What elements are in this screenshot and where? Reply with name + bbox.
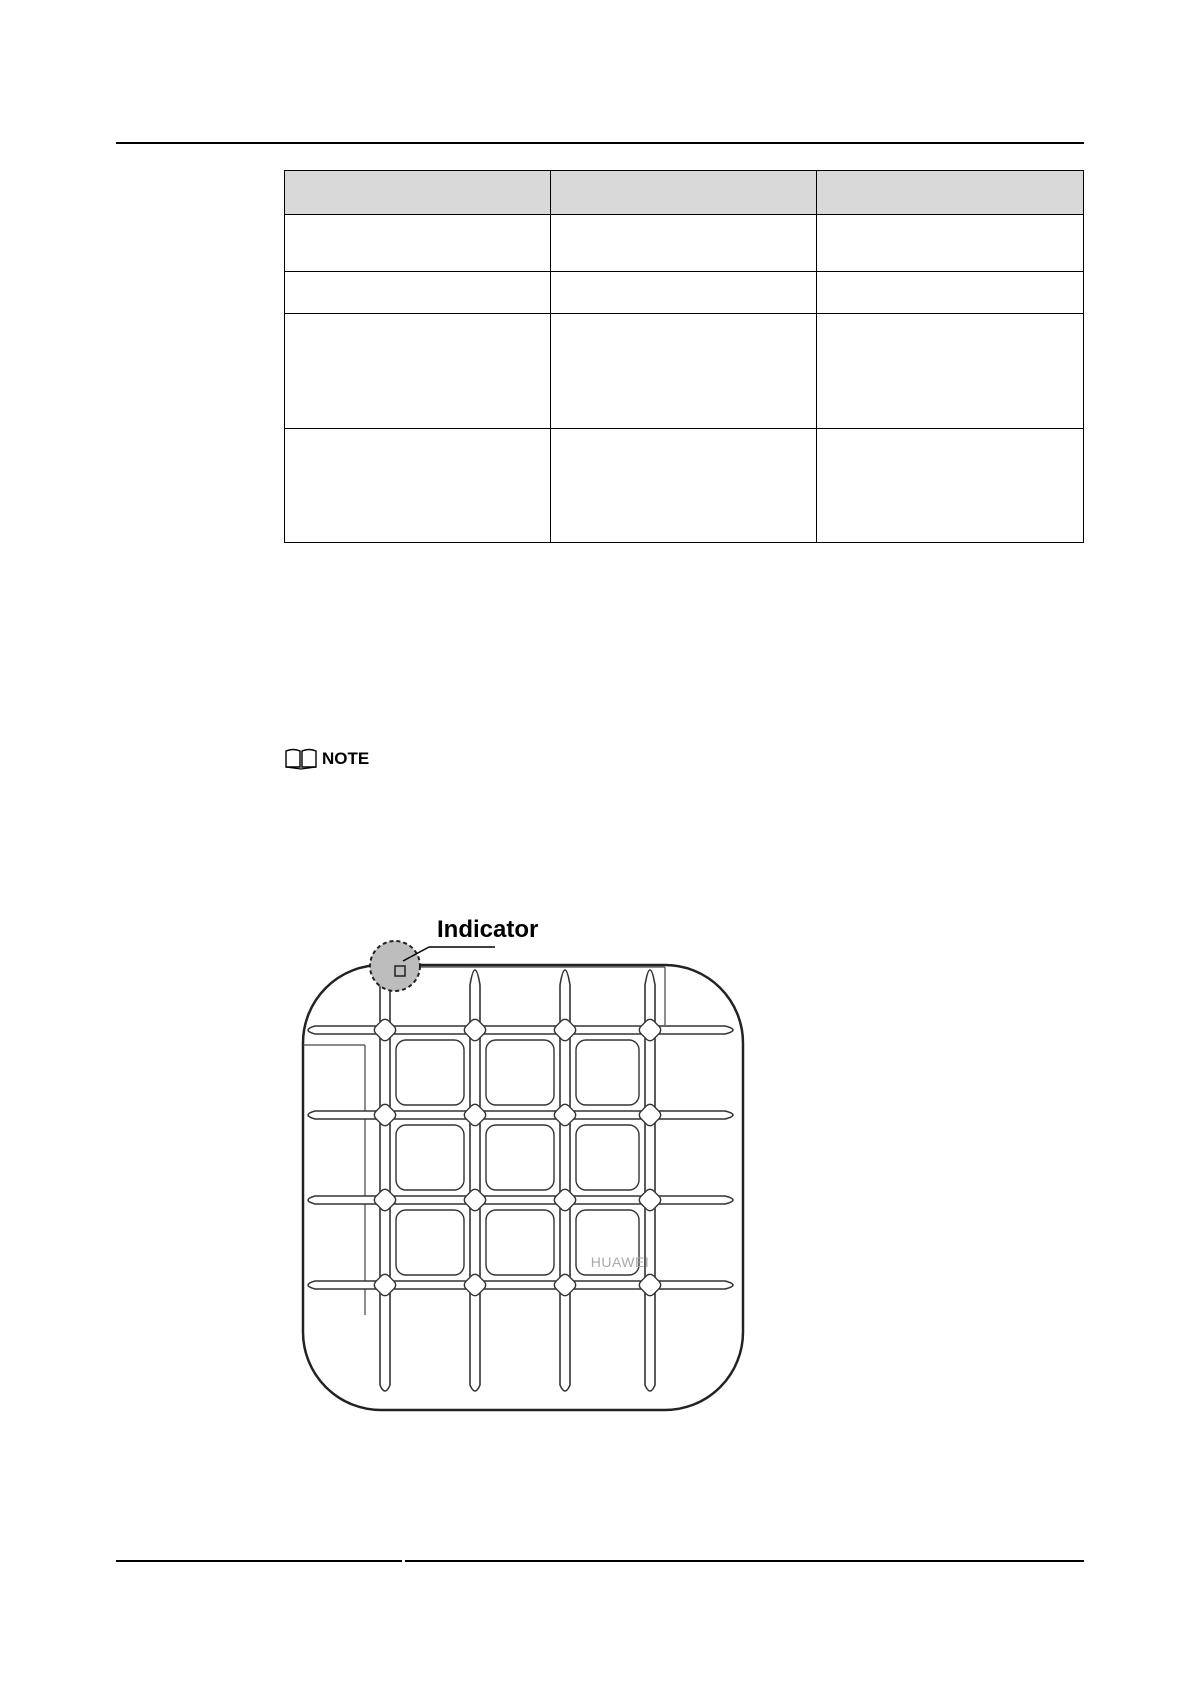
spec-table: [284, 170, 1084, 543]
table-cell: [817, 215, 1084, 272]
rib-junction: [552, 1102, 577, 1127]
indicator-callout-label: Indicator: [437, 916, 539, 943]
rib-junction: [637, 1102, 662, 1127]
grid-panel: [486, 1040, 554, 1105]
header-rule: [116, 142, 1084, 144]
grid-panel: [576, 1125, 639, 1190]
rib-junction: [637, 1187, 662, 1212]
footer-rule-left: [116, 1560, 402, 1562]
footer-rule-right: [405, 1560, 1084, 1562]
table-header-cell: [285, 171, 551, 215]
table-cell: [817, 314, 1084, 429]
horizontal-rib: [308, 1111, 733, 1119]
rib-junction: [552, 1272, 577, 1297]
table-cell: [285, 272, 551, 314]
rib-junction: [372, 1017, 397, 1042]
table-header-row: [285, 171, 1084, 215]
rib-junction: [462, 1272, 487, 1297]
table-cell: [817, 272, 1084, 314]
rib-junction: [462, 1187, 487, 1212]
table-cell: [285, 215, 551, 272]
rib-junction: [372, 1102, 397, 1127]
grid-panel: [486, 1210, 554, 1275]
note-heading: [284, 748, 369, 770]
grid-panel: [396, 1125, 464, 1190]
rib-junction: [372, 1272, 397, 1297]
table-cell: [551, 429, 817, 543]
horizontal-rib: [308, 1196, 733, 1204]
brand-logo: HUAWEI: [590, 1254, 650, 1270]
table-row: [285, 272, 1084, 314]
table-cell: [551, 272, 817, 314]
rib-junction: [372, 1187, 397, 1212]
table-cell: [285, 429, 551, 543]
rib-junction: [462, 1017, 487, 1042]
table-row: [285, 314, 1084, 429]
rib-junction: [637, 1272, 662, 1297]
table-header-cell: [551, 171, 817, 215]
table-header-cell: [817, 171, 1084, 215]
horizontal-rib: [308, 1281, 733, 1289]
rib-junction: [637, 1017, 662, 1042]
grid-panel: [396, 1040, 464, 1105]
rib-junction: [552, 1017, 577, 1042]
table-cell: [285, 314, 551, 429]
horizontal-rib: [308, 1026, 733, 1034]
rib-junction: [462, 1102, 487, 1127]
grid-panel: [396, 1210, 464, 1275]
grid-panel: [576, 1040, 639, 1105]
grid-panel: [486, 1125, 554, 1190]
table-cell: [817, 429, 1084, 543]
access-point-illustration: [295, 915, 755, 1415]
table-row: [285, 429, 1084, 543]
table-cell: [551, 314, 817, 429]
rib-junction: [552, 1187, 577, 1212]
table-row: [285, 215, 1084, 272]
table-cell: [551, 215, 817, 272]
book-icon: [284, 748, 318, 770]
ventilation-grid: [308, 970, 733, 1391]
note-label: NOTE: [322, 749, 370, 768]
